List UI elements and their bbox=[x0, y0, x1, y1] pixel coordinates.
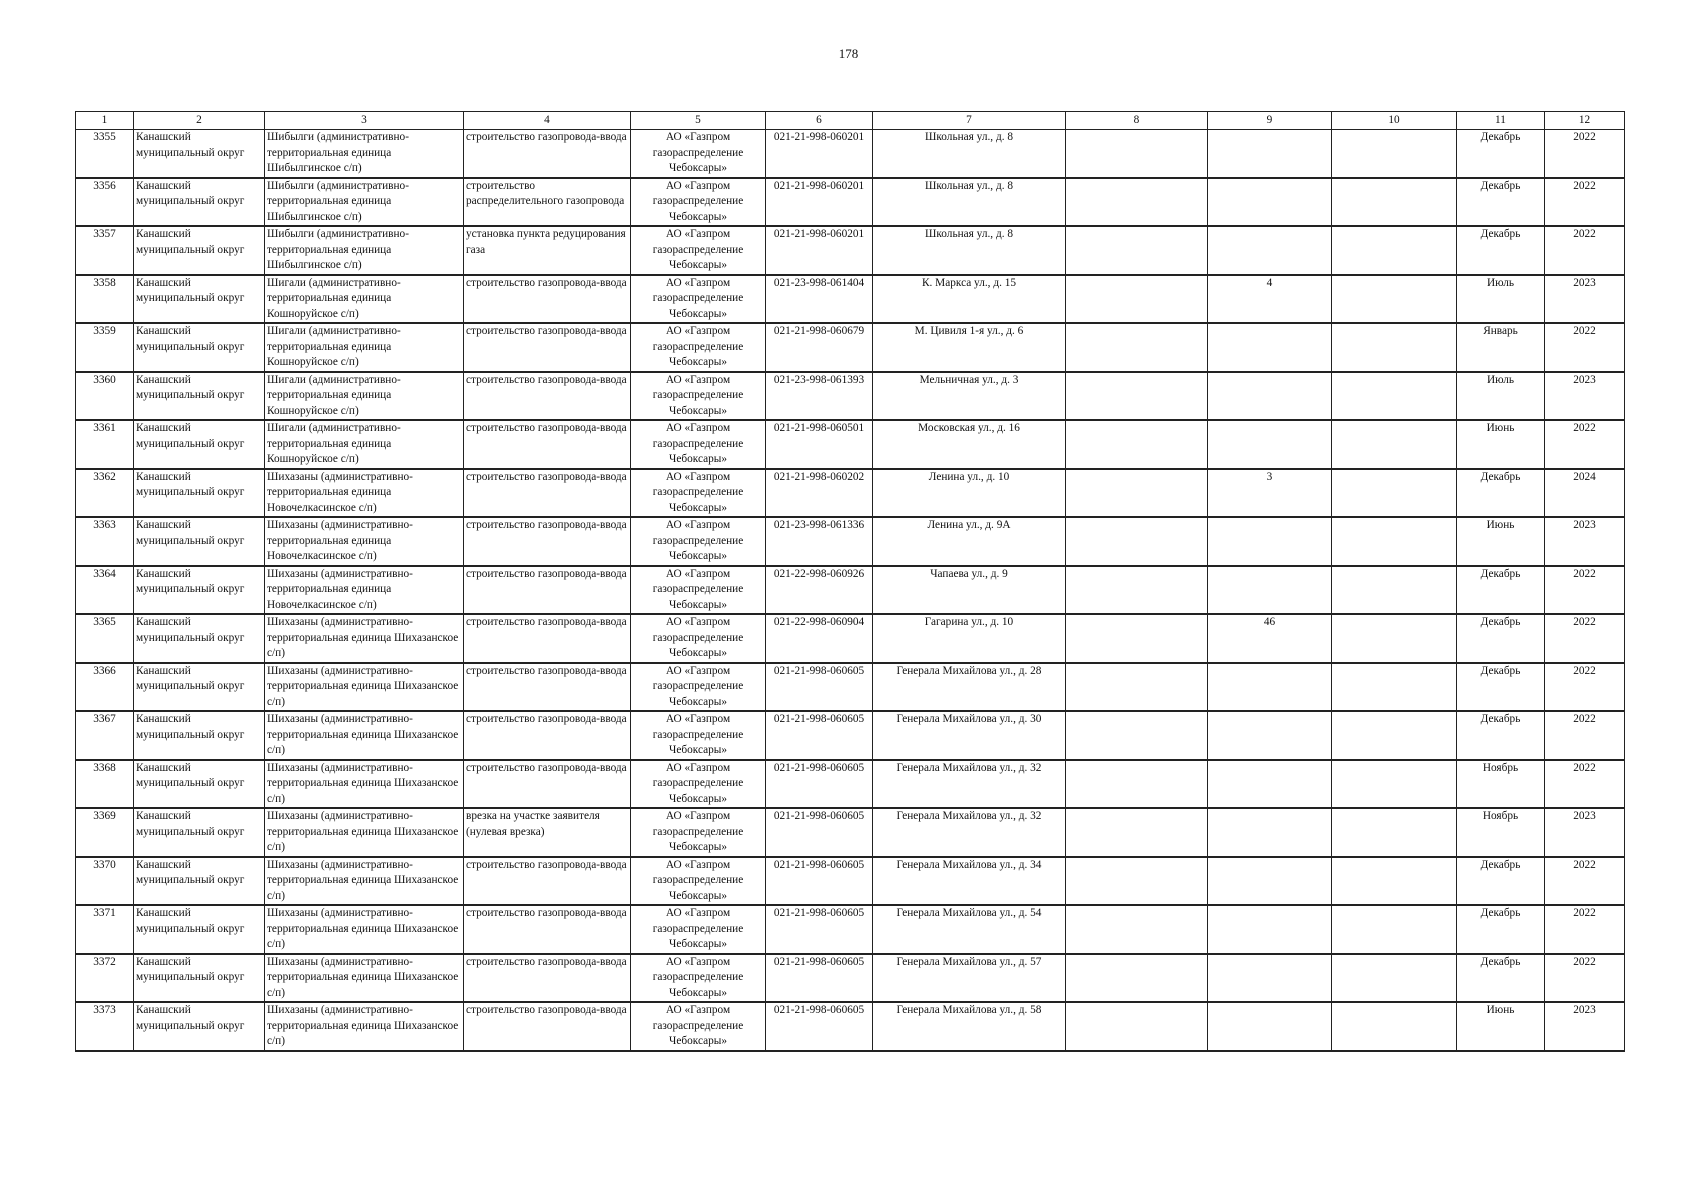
column-header: 10 bbox=[1332, 112, 1457, 130]
district-cell: Канашский муниципальный округ bbox=[134, 420, 265, 469]
settlement-cell: Шихазаны (административно-территориальная единица Новочелкасинское с/п) bbox=[265, 566, 464, 615]
year-cell: 2022 bbox=[1545, 130, 1625, 178]
organization-cell: АО «Газпром газораспределение Чебоксары» bbox=[631, 275, 766, 324]
month-cell: Ноябрь bbox=[1457, 808, 1545, 857]
column-10-cell bbox=[1332, 323, 1457, 372]
work-type-cell: строительство газопровода-ввода bbox=[464, 517, 631, 566]
address-cell: Генерала Михайлова ул., д. 32 bbox=[873, 760, 1066, 809]
organization-cell: АО «Газпром газораспределение Чебоксары» bbox=[631, 420, 766, 469]
address-cell: Генерала Михайлова ул., д. 30 bbox=[873, 711, 1066, 760]
year-cell: 2022 bbox=[1545, 905, 1625, 954]
column-10-cell bbox=[1332, 1002, 1457, 1051]
column-10-cell bbox=[1332, 275, 1457, 324]
column-header: 9 bbox=[1208, 112, 1332, 130]
settlement-cell: Шихазаны (административно-территориальная единица Шихазанское с/п) bbox=[265, 857, 464, 906]
district-cell: Канашский муниципальный округ bbox=[134, 226, 265, 275]
table-body bbox=[76, 130, 1625, 1051]
address-cell: Школьная ул., д. 8 bbox=[873, 226, 1066, 275]
column-10-cell bbox=[1332, 372, 1457, 421]
organization-cell: АО «Газпром газораспределение Чебоксары» bbox=[631, 323, 766, 372]
column-header: 7 bbox=[873, 112, 1066, 130]
column-header: 4 bbox=[464, 112, 631, 130]
work-type-cell: строительство газопровода-ввода bbox=[464, 420, 631, 469]
object-code-cell: 021-21-998-060501 bbox=[766, 420, 873, 469]
year-cell: 2022 bbox=[1545, 323, 1625, 372]
address-cell: Генерала Михайлова ул., д. 32 bbox=[873, 808, 1066, 857]
year-cell: 2024 bbox=[1545, 469, 1625, 518]
table-row bbox=[76, 566, 1625, 615]
settlement-cell: Шихазаны (административно-территориальная единица Шихазанское с/п) bbox=[265, 663, 464, 712]
month-cell: Июнь bbox=[1457, 1002, 1545, 1051]
object-code-cell: 021-23-998-061404 bbox=[766, 275, 873, 324]
month-cell: Июль bbox=[1457, 372, 1545, 421]
year-cell: 2023 bbox=[1545, 275, 1625, 324]
column-8-cell bbox=[1066, 323, 1208, 372]
year-cell: 2023 bbox=[1545, 808, 1625, 857]
district-cell: Канашский муниципальный округ bbox=[134, 1002, 265, 1051]
object-code-cell: 021-21-998-060605 bbox=[766, 905, 873, 954]
district-cell: Канашский муниципальный округ bbox=[134, 517, 265, 566]
column-9-cell bbox=[1208, 760, 1332, 809]
month-cell: Декабрь bbox=[1457, 711, 1545, 760]
district-cell: Канашский муниципальный округ bbox=[134, 614, 265, 663]
address-cell: Мельничная ул., д. 3 bbox=[873, 372, 1066, 421]
column-header: 2 bbox=[134, 112, 265, 130]
settlement-cell: Шигали (административно-территориальная единица Кошноруйское с/п) bbox=[265, 420, 464, 469]
table-row bbox=[76, 469, 1625, 518]
column-9-cell bbox=[1208, 372, 1332, 421]
row-number: 3373 bbox=[76, 1002, 134, 1051]
organization-cell: АО «Газпром газораспределение Чебоксары» bbox=[631, 857, 766, 906]
column-10-cell bbox=[1332, 517, 1457, 566]
district-cell: Канашский муниципальный округ bbox=[134, 711, 265, 760]
table-row bbox=[76, 275, 1625, 324]
month-cell: Июнь bbox=[1457, 420, 1545, 469]
column-8-cell bbox=[1066, 178, 1208, 227]
year-cell: 2022 bbox=[1545, 954, 1625, 1003]
organization-cell: АО «Газпром газораспределение Чебоксары» bbox=[631, 178, 766, 227]
address-cell: Генерала Михайлова ул., д. 57 bbox=[873, 954, 1066, 1003]
year-cell: 2022 bbox=[1545, 566, 1625, 615]
month-cell: Декабрь bbox=[1457, 905, 1545, 954]
object-code-cell: 021-21-998-060202 bbox=[766, 469, 873, 518]
organization-cell: АО «Газпром газораспределение Чебоксары» bbox=[631, 566, 766, 615]
month-cell: Январь bbox=[1457, 323, 1545, 372]
settlement-cell: Шибылги (административно-территориальная единица Шибылгинское с/п) bbox=[265, 226, 464, 275]
address-cell: Ленина ул., д. 10 bbox=[873, 469, 1066, 518]
work-type-cell: строительство газопровода-ввода bbox=[464, 323, 631, 372]
column-10-cell bbox=[1332, 808, 1457, 857]
row-number: 3362 bbox=[76, 469, 134, 518]
month-cell: Декабрь bbox=[1457, 857, 1545, 906]
organization-cell: АО «Газпром газораспределение Чебоксары» bbox=[631, 808, 766, 857]
organization-cell: АО «Газпром газораспределение Чебоксары» bbox=[631, 517, 766, 566]
object-code-cell: 021-23-998-061336 bbox=[766, 517, 873, 566]
column-9-cell bbox=[1208, 178, 1332, 227]
table-row bbox=[76, 372, 1625, 421]
year-cell: 2022 bbox=[1545, 663, 1625, 712]
year-cell: 2023 bbox=[1545, 372, 1625, 421]
work-type-cell: строительство газопровода-ввода bbox=[464, 469, 631, 518]
district-cell: Канашский муниципальный округ bbox=[134, 760, 265, 809]
column-8-cell bbox=[1066, 954, 1208, 1003]
year-cell: 2022 bbox=[1545, 420, 1625, 469]
settlement-cell: Шигали (административно-территориальная единица Кошноруйское с/п) bbox=[265, 323, 464, 372]
row-number: 3371 bbox=[76, 905, 134, 954]
year-cell: 2022 bbox=[1545, 614, 1625, 663]
month-cell: Декабрь bbox=[1457, 130, 1545, 178]
column-header: 6 bbox=[766, 112, 873, 130]
work-type-cell: врезка на участке заявителя (нулевая врезка) bbox=[464, 808, 631, 857]
column-10-cell bbox=[1332, 130, 1457, 178]
row-number: 3359 bbox=[76, 323, 134, 372]
organization-cell: АО «Газпром газораспределение Чебоксары» bbox=[631, 614, 766, 663]
column-10-cell bbox=[1332, 905, 1457, 954]
object-code-cell: 021-22-998-060926 bbox=[766, 566, 873, 615]
settlement-cell: Шихазаны (административно-территориальная единица Шихазанское с/п) bbox=[265, 954, 464, 1003]
column-8-cell bbox=[1066, 566, 1208, 615]
column-8-cell bbox=[1066, 469, 1208, 518]
work-type-cell: строительство газопровода-ввода bbox=[464, 905, 631, 954]
district-cell: Канашский муниципальный округ bbox=[134, 808, 265, 857]
object-code-cell: 021-21-998-060605 bbox=[766, 954, 873, 1003]
organization-cell: АО «Газпром газораспределение Чебоксары» bbox=[631, 130, 766, 178]
object-code-cell: 021-21-998-060605 bbox=[766, 808, 873, 857]
district-cell: Канашский муниципальный округ bbox=[134, 857, 265, 906]
work-type-cell: строительство газопровода-ввода bbox=[464, 275, 631, 324]
month-cell: Июль bbox=[1457, 275, 1545, 324]
column-9-cell bbox=[1208, 905, 1332, 954]
column-8-cell bbox=[1066, 1002, 1208, 1051]
settlement-cell: Шихазаны (административно-территориальная единица Шихазанское с/п) bbox=[265, 760, 464, 809]
column-9-cell bbox=[1208, 323, 1332, 372]
district-cell: Канашский муниципальный округ bbox=[134, 372, 265, 421]
object-code-cell: 021-21-998-060605 bbox=[766, 663, 873, 712]
table-row bbox=[76, 954, 1625, 1003]
column-10-cell bbox=[1332, 469, 1457, 518]
row-number: 3372 bbox=[76, 954, 134, 1003]
work-type-cell: строительство газопровода-ввода bbox=[464, 954, 631, 1003]
row-number: 3365 bbox=[76, 614, 134, 663]
column-9-cell bbox=[1208, 226, 1332, 275]
column-8-cell bbox=[1066, 517, 1208, 566]
column-9-cell: 3 bbox=[1208, 469, 1332, 518]
table-row bbox=[76, 1002, 1625, 1051]
column-header: 1 bbox=[76, 112, 134, 130]
table-row bbox=[76, 323, 1625, 372]
header-row bbox=[76, 112, 1625, 130]
column-10-cell bbox=[1332, 420, 1457, 469]
address-cell: Школьная ул., д. 8 bbox=[873, 130, 1066, 178]
object-code-cell: 021-21-998-060605 bbox=[766, 711, 873, 760]
table-row bbox=[76, 614, 1625, 663]
address-cell: М. Цивиля 1-я ул., д. 6 bbox=[873, 323, 1066, 372]
column-header: 3 bbox=[265, 112, 464, 130]
table-row bbox=[76, 760, 1625, 809]
work-type-cell: строительство газопровода-ввода bbox=[464, 760, 631, 809]
table-row bbox=[76, 857, 1625, 906]
work-type-cell: строительство газопровода-ввода bbox=[464, 566, 631, 615]
row-number: 3366 bbox=[76, 663, 134, 712]
district-cell: Канашский муниципальный округ bbox=[134, 469, 265, 518]
column-header: 12 bbox=[1545, 112, 1625, 130]
organization-cell: АО «Газпром газораспределение Чебоксары» bbox=[631, 1002, 766, 1051]
settlement-cell: Шихазаны (административно-территориальная единица Шихазанское с/п) bbox=[265, 711, 464, 760]
row-number: 3364 bbox=[76, 566, 134, 615]
settlement-cell: Шибылги (административно-территориальная единица Шибылгинское с/п) bbox=[265, 178, 464, 227]
month-cell: Декабрь bbox=[1457, 469, 1545, 518]
object-code-cell: 021-21-998-060605 bbox=[766, 1002, 873, 1051]
address-cell: Чапаева ул., д. 9 bbox=[873, 566, 1066, 615]
month-cell: Декабрь bbox=[1457, 566, 1545, 615]
organization-cell: АО «Газпром газораспределение Чебоксары» bbox=[631, 905, 766, 954]
year-cell: 2022 bbox=[1545, 711, 1625, 760]
table-row bbox=[76, 808, 1625, 857]
column-8-cell bbox=[1066, 420, 1208, 469]
district-cell: Канашский муниципальный округ bbox=[134, 323, 265, 372]
organization-cell: АО «Газпром газораспределение Чебоксары» bbox=[631, 469, 766, 518]
row-number: 3361 bbox=[76, 420, 134, 469]
column-header: 5 bbox=[631, 112, 766, 130]
column-8-cell bbox=[1066, 130, 1208, 178]
row-number: 3355 bbox=[76, 130, 134, 178]
work-type-cell: строительство распределительного газопровода bbox=[464, 178, 631, 227]
row-number: 3368 bbox=[76, 760, 134, 809]
settlement-cell: Шибылги (административно-территориальная единица Шибылгинское с/п) bbox=[265, 130, 464, 178]
district-cell: Канашский муниципальный округ bbox=[134, 954, 265, 1003]
object-code-cell: 021-21-998-060201 bbox=[766, 226, 873, 275]
month-cell: Декабрь bbox=[1457, 178, 1545, 227]
column-8-cell bbox=[1066, 905, 1208, 954]
column-10-cell bbox=[1332, 760, 1457, 809]
row-number: 3363 bbox=[76, 517, 134, 566]
address-cell: Генерала Михайлова ул., д. 28 bbox=[873, 663, 1066, 712]
column-10-cell bbox=[1332, 663, 1457, 712]
column-8-cell bbox=[1066, 372, 1208, 421]
year-cell: 2022 bbox=[1545, 760, 1625, 809]
object-code-cell: 021-23-998-061393 bbox=[766, 372, 873, 421]
year-cell: 2023 bbox=[1545, 1002, 1625, 1051]
month-cell: Декабрь bbox=[1457, 663, 1545, 712]
work-type-cell: строительство газопровода-ввода bbox=[464, 711, 631, 760]
column-9-cell bbox=[1208, 711, 1332, 760]
month-cell: Декабрь bbox=[1457, 954, 1545, 1003]
address-cell: Генерала Михайлова ул., д. 54 bbox=[873, 905, 1066, 954]
column-9-cell bbox=[1208, 517, 1332, 566]
column-8-cell bbox=[1066, 760, 1208, 809]
column-9-cell: 46 bbox=[1208, 614, 1332, 663]
address-cell: Гагарина ул., д. 10 bbox=[873, 614, 1066, 663]
year-cell: 2022 bbox=[1545, 857, 1625, 906]
organization-cell: АО «Газпром газораспределение Чебоксары» bbox=[631, 711, 766, 760]
table-row bbox=[76, 663, 1625, 712]
work-type-cell: строительство газопровода-ввода bbox=[464, 614, 631, 663]
page-number: 178 bbox=[838, 46, 859, 61]
month-cell: Декабрь bbox=[1457, 614, 1545, 663]
year-cell: 2023 bbox=[1545, 517, 1625, 566]
column-9-cell bbox=[1208, 663, 1332, 712]
row-number: 3367 bbox=[76, 711, 134, 760]
register-table bbox=[75, 111, 1625, 1052]
object-code-cell: 021-21-998-060605 bbox=[766, 760, 873, 809]
address-cell: К. Маркса ул., д. 15 bbox=[873, 275, 1066, 324]
object-code-cell: 021-21-998-060605 bbox=[766, 857, 873, 906]
work-type-cell: строительство газопровода-ввода bbox=[464, 372, 631, 421]
settlement-cell: Шихазаны (административно-территориальная единица Шихазанское с/п) bbox=[265, 905, 464, 954]
table-row bbox=[76, 226, 1625, 275]
object-code-cell: 021-21-998-060679 bbox=[766, 323, 873, 372]
district-cell: Канашский муниципальный округ bbox=[134, 663, 265, 712]
address-cell: Ленина ул., д. 9А bbox=[873, 517, 1066, 566]
settlement-cell: Шигали (административно-территориальная единица Кошноруйское с/п) bbox=[265, 275, 464, 324]
object-code-cell: 021-22-998-060904 bbox=[766, 614, 873, 663]
work-type-cell: строительство газопровода-ввода bbox=[464, 857, 631, 906]
address-cell: Генерала Михайлова ул., д. 58 bbox=[873, 1002, 1066, 1051]
column-8-cell bbox=[1066, 663, 1208, 712]
column-10-cell bbox=[1332, 954, 1457, 1003]
row-number: 3358 bbox=[76, 275, 134, 324]
column-8-cell bbox=[1066, 711, 1208, 760]
settlement-cell: Шихазаны (административно-территориальная единица Шихазанское с/п) bbox=[265, 614, 464, 663]
address-cell: Генерала Михайлова ул., д. 34 bbox=[873, 857, 1066, 906]
organization-cell: АО «Газпром газораспределение Чебоксары» bbox=[631, 372, 766, 421]
column-9-cell bbox=[1208, 808, 1332, 857]
row-number: 3360 bbox=[76, 372, 134, 421]
settlement-cell: Шихазаны (административно-территориальная единица Новочелкасинское с/п) bbox=[265, 469, 464, 518]
settlement-cell: Шихазаны (административно-территориальная единица Новочелкасинское с/п) bbox=[265, 517, 464, 566]
column-8-cell bbox=[1066, 857, 1208, 906]
organization-cell: АО «Газпром газораспределение Чебоксары» bbox=[631, 954, 766, 1003]
settlement-cell: Шигали (административно-территориальная единица Кошноруйское с/п) bbox=[265, 372, 464, 421]
column-10-cell bbox=[1332, 178, 1457, 227]
column-9-cell: 4 bbox=[1208, 275, 1332, 324]
column-header: 8 bbox=[1066, 112, 1208, 130]
table-row bbox=[76, 420, 1625, 469]
column-8-cell bbox=[1066, 614, 1208, 663]
work-type-cell: строительство газопровода-ввода bbox=[464, 130, 631, 178]
object-code-cell: 021-21-998-060201 bbox=[766, 178, 873, 227]
district-cell: Канашский муниципальный округ bbox=[134, 566, 265, 615]
column-10-cell bbox=[1332, 614, 1457, 663]
month-cell: Декабрь bbox=[1457, 226, 1545, 275]
row-number: 3356 bbox=[76, 178, 134, 227]
column-8-cell bbox=[1066, 226, 1208, 275]
year-cell: 2022 bbox=[1545, 226, 1625, 275]
work-type-cell: строительство газопровода-ввода bbox=[464, 1002, 631, 1051]
table-row bbox=[76, 517, 1625, 566]
year-cell: 2022 bbox=[1545, 178, 1625, 227]
work-type-cell: установка пункта редуцирования газа bbox=[464, 226, 631, 275]
district-cell: Канашский муниципальный округ bbox=[134, 275, 265, 324]
row-number: 3370 bbox=[76, 857, 134, 906]
column-header: 11 bbox=[1457, 112, 1545, 130]
settlement-cell: Шихазаны (административно-территориальная единица Шихазанское с/п) bbox=[265, 1002, 464, 1051]
organization-cell: АО «Газпром газораспределение Чебоксары» bbox=[631, 760, 766, 809]
work-type-cell: строительство газопровода-ввода bbox=[464, 663, 631, 712]
table-row bbox=[76, 130, 1625, 178]
district-cell: Канашский муниципальный округ bbox=[134, 130, 265, 178]
month-cell: Июнь bbox=[1457, 517, 1545, 566]
column-9-cell bbox=[1208, 954, 1332, 1003]
object-code-cell: 021-21-998-060201 bbox=[766, 130, 873, 178]
district-cell: Канашский муниципальный округ bbox=[134, 178, 265, 227]
column-9-cell bbox=[1208, 566, 1332, 615]
table-row bbox=[76, 905, 1625, 954]
column-9-cell bbox=[1208, 857, 1332, 906]
table-row bbox=[76, 178, 1625, 227]
row-number: 3357 bbox=[76, 226, 134, 275]
column-8-cell bbox=[1066, 275, 1208, 324]
row-number: 3369 bbox=[76, 808, 134, 857]
column-9-cell bbox=[1208, 1002, 1332, 1051]
column-10-cell bbox=[1332, 566, 1457, 615]
column-8-cell bbox=[1066, 808, 1208, 857]
district-cell: Канашский муниципальный округ bbox=[134, 905, 265, 954]
month-cell: Ноябрь bbox=[1457, 760, 1545, 809]
organization-cell: АО «Газпром газораспределение Чебоксары» bbox=[631, 663, 766, 712]
settlement-cell: Шихазаны (административно-территориальная единица Шихазанское с/п) bbox=[265, 808, 464, 857]
column-10-cell bbox=[1332, 711, 1457, 760]
organization-cell: АО «Газпром газораспределение Чебоксары» bbox=[631, 226, 766, 275]
column-10-cell bbox=[1332, 226, 1457, 275]
column-10-cell bbox=[1332, 857, 1457, 906]
address-cell: Московская ул., д. 16 bbox=[873, 420, 1066, 469]
address-cell: Школьная ул., д. 8 bbox=[873, 178, 1066, 227]
column-9-cell bbox=[1208, 420, 1332, 469]
table-row bbox=[76, 711, 1625, 760]
column-9-cell bbox=[1208, 130, 1332, 178]
